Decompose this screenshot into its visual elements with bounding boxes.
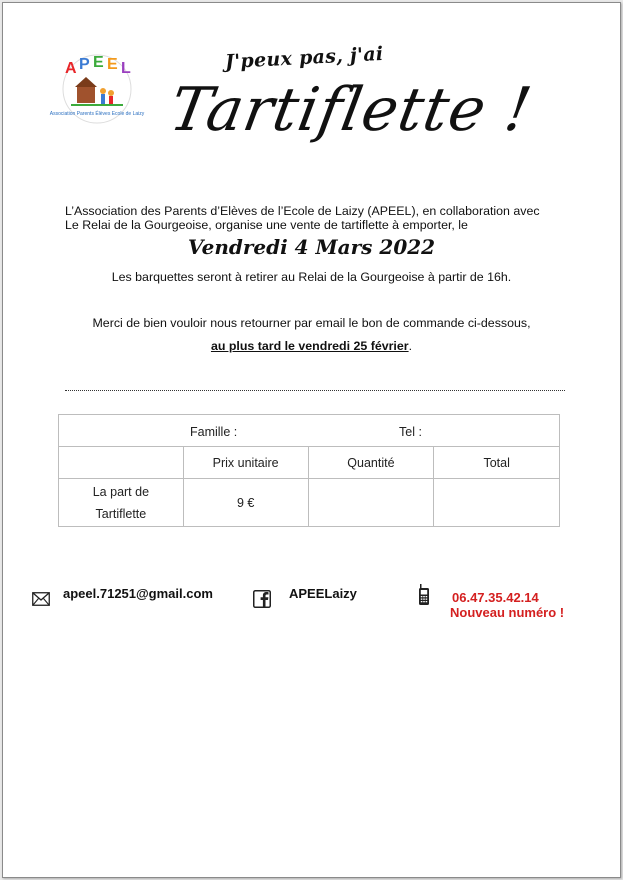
cut-line xyxy=(65,380,565,391)
item-label-line-1: La part de xyxy=(92,484,150,499)
deadline-period: . xyxy=(408,339,413,353)
pickup-info: Les barquettes seront à retirer au Relai de la Gourgeoise à partir de 16h. xyxy=(111,270,512,284)
logo-letter: E xyxy=(93,54,104,71)
total-field[interactable] xyxy=(434,479,560,527)
mobile-phone-icon xyxy=(418,584,430,606)
deadline-line xyxy=(3,339,620,353)
intro-line-1: L’Association des Parents d’Elèves de l’Ecole de Laizy (APEEL), en collaboration avec xyxy=(65,204,540,218)
famille-label: Famille : xyxy=(190,425,238,439)
header-empty xyxy=(59,447,184,479)
tel-label: Tel : xyxy=(399,425,422,439)
facebook-icon xyxy=(253,590,271,608)
contact-email[interactable]: apeel.71251@gmail.com xyxy=(63,586,213,601)
unit-price: 9 € xyxy=(183,479,308,527)
contact-phone[interactable]: 06.47.35.42.14 xyxy=(452,590,539,605)
deadline: au plus tard le vendredi 25 février xyxy=(210,339,409,353)
phone-note: Nouveau numéro ! xyxy=(450,605,565,620)
subtitle: J'peux pas, j'ai xyxy=(224,42,384,74)
header-unit-price: Prix unitaire xyxy=(183,447,308,479)
intro-line-2: Le Relai de la Gourgeoise, organise une vente de tartiflette à emporter, le xyxy=(65,218,468,232)
header-total: Total xyxy=(434,447,560,479)
contact-cell[interactable] xyxy=(59,415,560,447)
logo-ring-text: Association Parents Élèves Ecole de Laizy xyxy=(49,111,145,117)
order-request: Merci de bien vouloir nous retourner par email le bon de commande ci-dessous, xyxy=(92,316,531,330)
header-quantity: Quantité xyxy=(308,447,434,479)
contact-row xyxy=(59,415,560,447)
logo-letter: L xyxy=(121,60,131,77)
logo-letter: P xyxy=(79,55,90,73)
logo-letters xyxy=(65,54,131,77)
flyer-page xyxy=(2,2,621,878)
contact-facebook[interactable]: APEELaizy xyxy=(289,586,357,601)
apeel-logo xyxy=(47,49,147,129)
table-row xyxy=(59,479,560,527)
header-row xyxy=(59,447,560,479)
event-date: Vendredi 4 Mars 2022 xyxy=(187,235,436,259)
order-form xyxy=(58,414,560,527)
envelope-icon xyxy=(32,592,50,606)
item-label xyxy=(59,479,184,527)
logo-letter: E xyxy=(107,55,118,73)
logo-house xyxy=(77,87,95,103)
page-title: Tartiflette ! xyxy=(164,75,538,145)
logo-letter: A xyxy=(65,60,77,77)
item-label-line-2: Tartiflette xyxy=(95,506,147,521)
quantity-field[interactable] xyxy=(308,479,434,527)
